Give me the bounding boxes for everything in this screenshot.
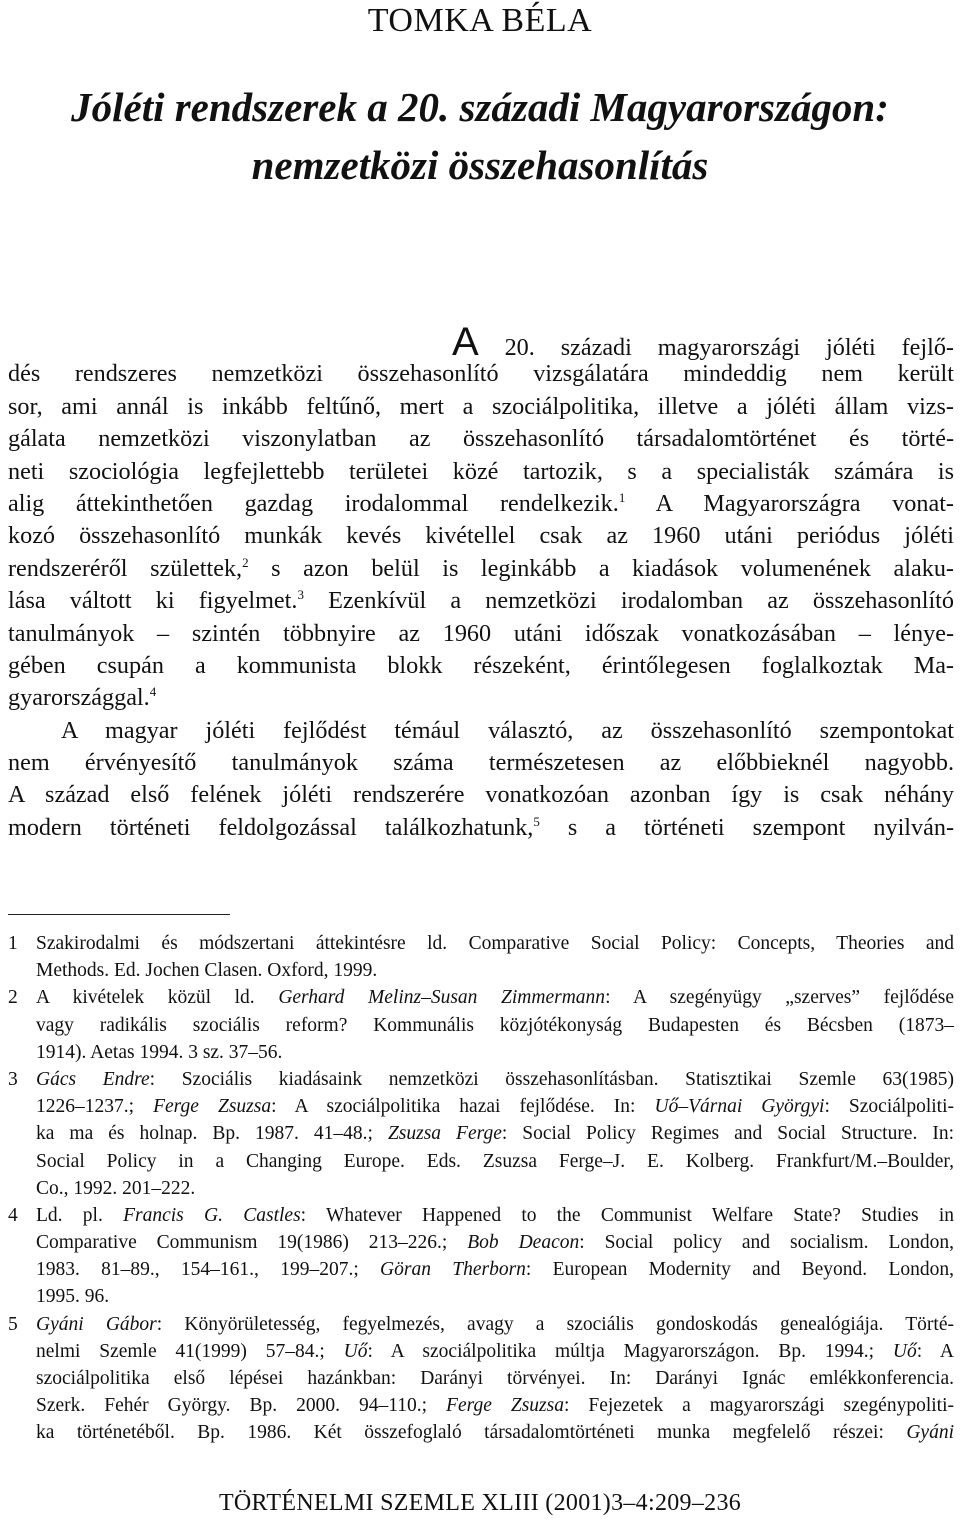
footnote-line: 1995. 96. (36, 1286, 110, 1308)
body-line (8, 488, 954, 520)
body-text: A Magyarországra vonat- (625, 489, 954, 517)
footnote-4 (8, 1202, 954, 1311)
footnote-number: 4 (8, 1204, 18, 1226)
footnotes (8, 930, 954, 1447)
footnote-line (36, 1311, 954, 1338)
cited-author: Göran Therborn (380, 1259, 526, 1281)
footnote-line: 1914). Aetas 1994. 3 sz. 37–56. (36, 1041, 283, 1063)
body-line: dés rendszeres nemzetközi összehasonlító vizsgálatára mindeddig nem került (8, 360, 954, 388)
footnote-text: Ld. pl. (36, 1204, 124, 1226)
body-text: rendszeréről születtek, (8, 554, 243, 582)
footnote-1 (8, 930, 954, 984)
cited-author: Zsuzsa Ferge (387, 1123, 502, 1145)
cited-author: Gács Endre (36, 1068, 150, 1090)
footnote-ref-2[interactable]: 2 (242, 554, 249, 570)
footnote-text: ka történetéből. Bp. 1986. Két összefoglaló társadalomtörténeti munka megfelelő részei: (36, 1422, 907, 1444)
title-line-1: Jóléti rendszerek a 20. századi Magyarországon: (71, 84, 889, 130)
footnote-text: 1226–1237.; (36, 1096, 154, 1118)
body-text: modern történeti feldolgozással találkozhatunk, (8, 813, 534, 841)
cited-author: Gyáni Gábor (36, 1313, 157, 1335)
footnote-3 (8, 1066, 954, 1202)
footnote-text: : A (916, 1340, 954, 1362)
body-line: neti szociológia legfejlettebb területei közé tartozik, s a specialisták számára is (8, 457, 954, 485)
body-text: lása váltott ki figyelmet. (8, 587, 298, 615)
footnote-line (36, 1392, 954, 1419)
body-text: s a történeti szempont nyilván- (539, 813, 954, 841)
drop-cap: A (452, 320, 479, 364)
footnote-line: Co., 1992. 201–222. (36, 1177, 196, 1199)
footnote-text: : Könyörületesség, fegyelmezés, avagy a szociális gondoskodás genealógiája. Törté- (156, 1313, 954, 1335)
footnote-line (36, 1256, 954, 1283)
cited-author: Ferge Zsuzsa (153, 1096, 272, 1118)
footnote-text: 1983. 81–89., 154–161., 199–207.; (36, 1259, 381, 1281)
body-line (8, 682, 954, 714)
footnote-text: : European Modernity and Beyond. London, (525, 1259, 954, 1281)
footnote-line (36, 1066, 954, 1093)
body-line: nem érvényesítő tanulmányok száma természetesen az előbbieknél nagyobb. (8, 749, 954, 777)
footnote-ref-4[interactable]: 4 (149, 684, 157, 700)
body-line: tanulmányok – szintén többnyire az 1960 utáni időszak vonatkozásában – lénye- (8, 619, 954, 647)
article-body (8, 320, 954, 844)
cited-author: Uő (892, 1340, 917, 1362)
footnote-text: : Szociálpoliti- (824, 1096, 954, 1118)
body-line (8, 585, 954, 617)
footnote-line (36, 1229, 954, 1256)
cited-author: Gyáni (906, 1422, 954, 1444)
body-text: s azon belül is leginkább a kiadások volumenének alaku- (248, 554, 954, 582)
footnote-line (36, 1419, 954, 1446)
footnote-number: 3 (8, 1068, 18, 1090)
footnote-number: 5 (8, 1313, 18, 1335)
footnote-text: : A szociálpolitika múltja Magyarországon. Bp. 1994.; (367, 1340, 893, 1362)
footnote-line: Social Policy in a Changing Europe. Eds. Zsuzsa Ferge–J. E. Kolberg. Frankfurt/M.–Boulder, (36, 1150, 954, 1172)
footnote-line: vagy radikális szociális reform? Kommunális közjótékonyság Budapesten és Bécsben (1873– (36, 1014, 954, 1036)
footnote-separator (8, 914, 230, 915)
footnote-text: : Szociális kiadásaink nemzetközi összehasonlításban. Statisztikai Szemle 63(1985) (149, 1068, 954, 1090)
footnote-text: : Social Policy Regimes and Social Structure. In: (501, 1123, 954, 1145)
footnote-5 (8, 1311, 954, 1447)
body-line: kozó összehasonlító munkák kevés kivétellel csak az 1960 utáni periódus jóléti (8, 522, 954, 550)
cited-author: Francis G. Castles (123, 1204, 301, 1226)
body-line (8, 553, 954, 585)
footnote-number: 2 (8, 987, 18, 1009)
body-line: gálata nemzetközi viszonylatban az összehasonlító társadalomtörténet és törté- (8, 425, 954, 453)
cited-author: Uő (343, 1340, 368, 1362)
body-text: 20. századi magyarországi jóléti fejlő- (478, 334, 954, 361)
body-line (8, 320, 954, 364)
footnote-text: : A szociálpolitika hazai fejlődése. In: (271, 1096, 655, 1118)
footnote-line: Methods. Ed. Jochen Clasen. Oxford, 1999. (36, 960, 378, 982)
body-text: gyarországgal. (8, 684, 150, 712)
footnote-text: ka ma és holnap. Bp. 1987. 41–48.; (36, 1123, 388, 1145)
body-line (8, 812, 954, 844)
body-line: gében csupán a kommunista blokk részeként, érintőlegesen foglalkoztak Ma- (8, 651, 954, 679)
footnote-ref-5[interactable]: 5 (533, 813, 540, 829)
body-line: A magyar jóléti fejlődést témául választó, az összehasonlító szempontokat (61, 716, 954, 744)
footnote-text: A kivételek közül ld. (36, 987, 279, 1009)
article-title (0, 78, 960, 194)
footnote-text: : A szegényügy „szerves” fejlődése (605, 987, 955, 1009)
footnote-line (36, 1338, 954, 1365)
footnote-text: Comparative Communism 19(1986) 213–226.; (36, 1232, 468, 1254)
body-line: A század első felének jóléti rendszerére vonatkozóan azonban így is csak néhány (8, 781, 954, 809)
footnote-line (36, 1202, 954, 1229)
body-text: alig áttekinthetően gazdag irodalommal rendelkezik. (8, 489, 619, 517)
body-text: Ezenkívül a nemzetközi irodalomban az összehasonlító (303, 587, 954, 615)
footnote-line (36, 1120, 954, 1147)
footnote-text: Szerk. Fehér György. Bp. 2000. 94–110.; (36, 1395, 447, 1417)
footnote-ref-3[interactable]: 3 (297, 587, 304, 603)
cited-author: Gerhard Melinz–Susan Zimmermann (278, 987, 606, 1009)
footnote-text: : Whatever Happened to the Communist Welfare State? Studies in (300, 1204, 954, 1226)
footnote-line: szociálpolitika első lépései hazánkban: Darányi törvényei. In: Darányi Ignác emlékkonferencia. (36, 1368, 954, 1389)
journal-footer: TÖRTÉNELMI SZEMLE XLIII (2001)3–4:209–236 (218, 1490, 742, 1516)
footnote-text: : Fejezetek a magyarországi szegénypoliti- (564, 1395, 954, 1417)
author-name: TOMKA BÉLA (367, 2, 593, 39)
footnote-line (36, 984, 954, 1011)
footnote-line (36, 1093, 954, 1120)
cited-author: Bob Deacon (467, 1232, 580, 1254)
footnote-text: nelmi Szemle 41(1999) 57–84.; (36, 1340, 344, 1362)
footnote-text: : Social policy and socialism. London, (579, 1232, 954, 1254)
cited-author: Ferge Zsuzsa (446, 1395, 564, 1417)
title-line-2: nemzetközi összehasonlítás (251, 142, 709, 188)
footnote-ref-1[interactable]: 1 (618, 489, 626, 505)
footnote-number: 1 (8, 933, 18, 954)
cited-author: Uő–Várnai Györgyi (654, 1096, 825, 1118)
footnote-line: Szakirodalmi és módszertani áttekintésre ld. Comparative Social Policy: Concepts, Theories and (36, 933, 954, 954)
body-line: sor, ami annál is inkább feltűnő, mert a szociálpolitika, illetve a jóléti állam vizs- (8, 392, 954, 420)
footnote-2 (8, 984, 954, 1066)
